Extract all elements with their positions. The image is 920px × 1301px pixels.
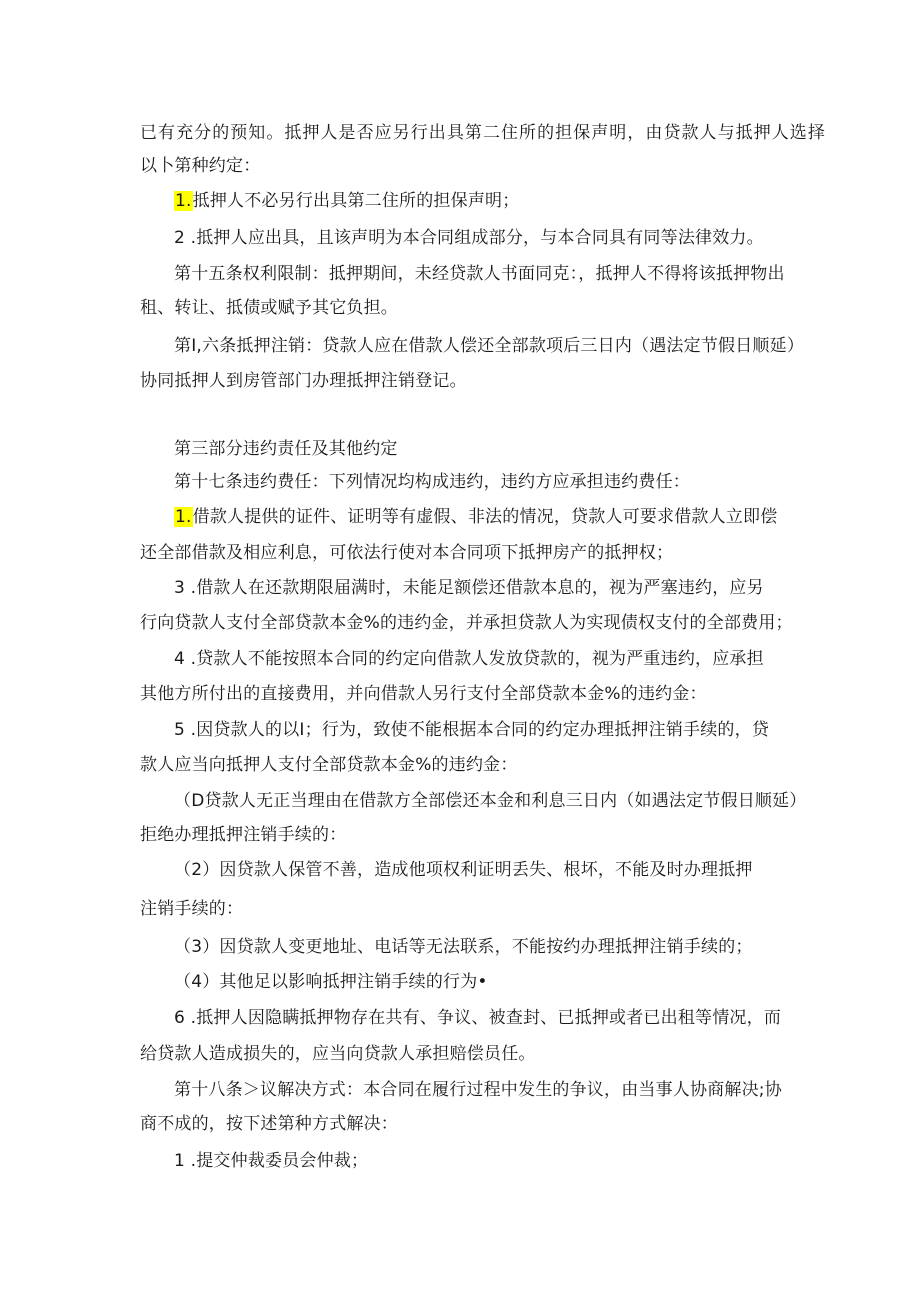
article-17-item-1-text: 借款人提供的证件、证明等有虚假、非法的情况，贷款人可要求借款人立即偿 <box>192 507 778 527</box>
article-17: 第十七条违约费任：下列情况均构成违约，违约方应承担违约费任： <box>174 472 690 492</box>
option-1-text: 抵押人不必另行出具第二住所的担保声明； <box>192 191 520 211</box>
paragraph-intro-line-2: 以卜第种约定： <box>140 156 261 176</box>
article-17-item-4-line-2: 其他方所付出的直接费用，并向借款人另行支付全部贷款本金%的违约金： <box>140 684 707 704</box>
highlight-marker: 1. <box>175 507 192 527</box>
sub-item-1-line-2: 拒绝办理抵押注销手续的： <box>140 825 347 845</box>
article-16-line-1: 第I,六条抵押注销：贷款人应在借款人偿还全部款项后三日内（遇法定节假日顺延） <box>174 336 805 356</box>
article-17-item-1-line-1 <box>174 505 777 529</box>
sub-item-4: （4）其他足以影响抵押注销手续的行为• <box>174 972 488 992</box>
option-1 <box>174 189 519 213</box>
highlight-marker: 1. <box>175 191 192 211</box>
sub-item-1-line-1: （D贷款人无正当理由在借款方全部偿还本金和利息三日内（如遇法定节假日顺延） <box>174 791 807 811</box>
article-17-item-6-line-1: 6 .抵押人因隐瞒抵押物存在共有、争议、被查封、已抵押或者已出租等情况，而 <box>174 1008 782 1028</box>
paragraph-intro-line-1: 已有充分的预知。抵押人是否应另行出具第二住所的担保声明，由贷款人与抵押人选择 <box>140 123 826 143</box>
sub-item-2-line-2: 注销手续的： <box>140 899 244 919</box>
article-17-item-5-line-2: 款人应当向抵押人支付全部贷款本金%的违约金： <box>140 755 518 775</box>
section-heading: 第三部分违约责任及其他约定 <box>174 439 398 459</box>
article-17-item-5-line-1: 5 .因贷款人的以I；行为，致使不能根据本合同的约定办理抵押注销手续的，贷 <box>174 720 770 740</box>
article-18-line-2: 商不成的，按下述第种方式解决： <box>140 1114 398 1134</box>
article-17-item-4-line-1: 4 .贷款人不能按照本合同的约定向借款人发放贷款的，视为严重违约，应承担 <box>174 649 764 669</box>
article-17-item-3-line-2: 行向贷款人支付全部贷款本金%的违约金，并承担贷款人为实现债权支付的全部费用； <box>140 613 793 633</box>
article-15-line-2: 租、转让、抵债或赋予其它负担。 <box>140 298 398 318</box>
article-18-item-1: 1 .提交仲裁委员会仲裁； <box>174 1151 369 1171</box>
sub-item-2-line-1: （2）因贷款人保管不善，造成他项权利证明丢失、根坏，不能及时办理抵押 <box>174 860 753 880</box>
article-17-item-1-line-2: 还全部借款及相应利息，可依法行使对本合同项下抵押房产的抵押权； <box>140 543 674 563</box>
article-17-item-6-line-2: 给贷款人造成损失的，应当向贷款人承担赔偿员任。 <box>140 1044 536 1064</box>
article-16-line-2: 协同抵押人到房管部门办理抵押注销登记。 <box>140 371 467 391</box>
article-17-item-3-line-1: 3 .借款人在还款期限届满时，未能足额偿还借款本息的，视为严塞违约，应另 <box>174 578 764 598</box>
sub-item-3: （3）因贷款人变更地址、电话等无法联系，不能按约办理抵押注销手续的； <box>174 937 753 957</box>
article-15-line-1: 第十五条权利限制：抵押期间，未经贷款人书面同克：，抵押人不得将该抵押物出 <box>174 264 785 284</box>
article-18-line-1: 第十八条＞议解决方式：本合同在履行过程中发生的争议，由当事人协商解决;协 <box>174 1080 782 1100</box>
option-2: 2 .抵押人应出具，且该声明为本合同组成部分，与本合同具有同等法律效力。 <box>174 228 764 248</box>
